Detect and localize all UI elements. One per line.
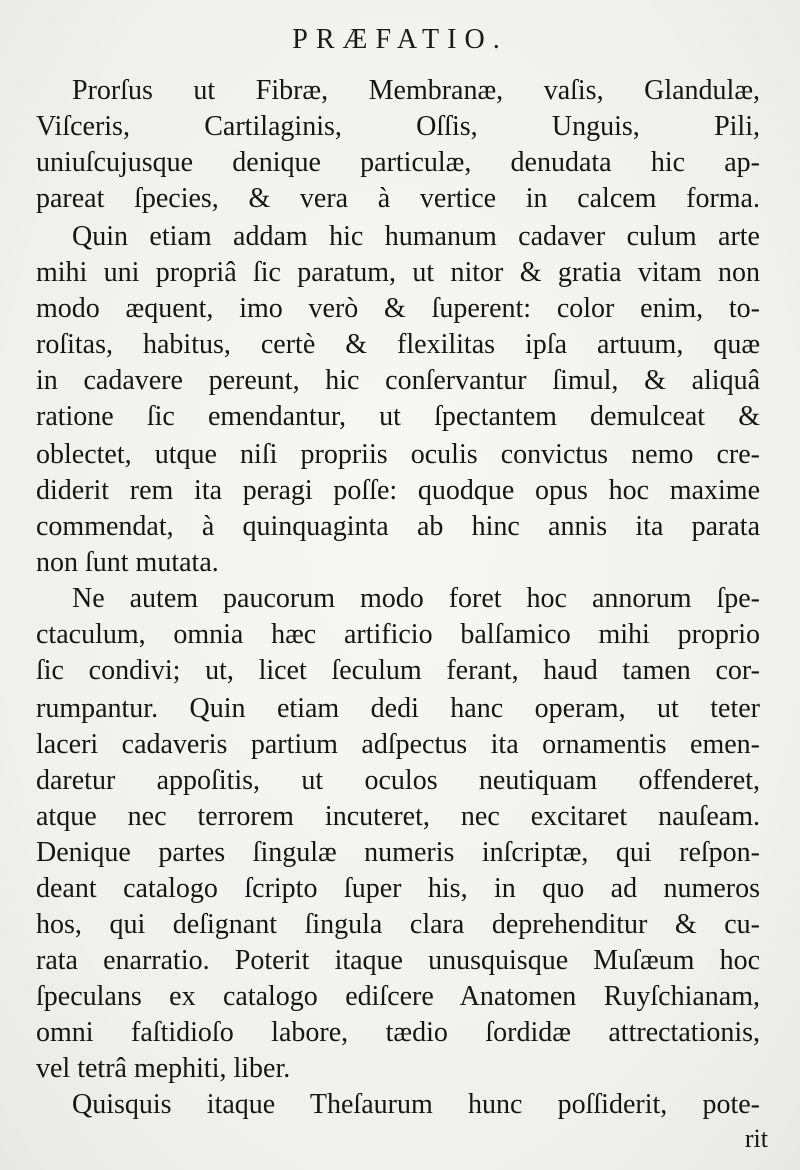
text-line: commendat, à quinquaginta ab hinc annis ita parata bbox=[36, 511, 760, 542]
text-line: omni faſtidioſo labore, tædio ſordidæ attrectationis, bbox=[36, 1017, 760, 1048]
text-line: rumpantur. Quin etiam dedi hanc operam, ut teter bbox=[36, 693, 760, 724]
text-line: modo æquent, imo verò & ſuperent: color enim, to- bbox=[36, 293, 760, 324]
text-line: atque nec terrorem incuteret, nec excitaret nauſeam. bbox=[36, 801, 760, 832]
text-line: ratione ſic emendantur, ut ſpectantem demulceat & bbox=[36, 401, 760, 432]
text-line: mihi uni propriâ ſic paratum, ut nitor & gratia vitam non bbox=[36, 257, 760, 288]
text-line: roſitas, habitus, certè & flexilitas ipſa artuum, quæ bbox=[36, 329, 760, 360]
text-line: Quisquis itaque Theſaurum hunc poſſiderit, pote- bbox=[72, 1089, 760, 1120]
text-line: Prorſus ut Fibræ, Membranæ, vaſis, Glandulæ, bbox=[72, 75, 760, 106]
text-line: Ne autem paucorum modo foret hoc annorum ſpe- bbox=[72, 583, 760, 614]
page-title: PRÆFATIO. bbox=[292, 24, 508, 55]
text-line: pareat ſpecies, & vera à vertice in calcem forma. bbox=[36, 183, 760, 214]
text-line: Quin etiam addam hic humanum cadaver culum arte bbox=[72, 221, 760, 252]
text-line: diderit rem ita peragi poſſe: quodque opus hoc maxime bbox=[36, 475, 760, 506]
text-line: rata enarratio. Poterit itaque unusquisque Muſæum hoc bbox=[36, 945, 760, 976]
text-line: oblectet, utque niſi propriis oculis convictus nemo cre- bbox=[36, 439, 760, 470]
text-line: daretur appoſitis, ut oculos neutiquam offenderet, bbox=[36, 765, 760, 796]
text-line: vel tetrâ mephiti, liber. bbox=[36, 1053, 291, 1084]
text-line: deant catalogo ſcripto ſuper his, in quo ad numeros bbox=[36, 873, 760, 904]
text-line: ſic condivi; ut, licet ſeculum ferant, haud tamen cor- bbox=[36, 655, 760, 686]
text-line: laceri cadaveris partium adſpectus ita ornamentis emen- bbox=[36, 729, 760, 760]
catchword: rit bbox=[744, 1124, 768, 1153]
text-line: Denique partes ſingulæ numeris inſcriptæ, qui reſpon- bbox=[36, 837, 760, 868]
text-line: hos, qui deſignant ſingula clara deprehenditur & cu- bbox=[36, 909, 760, 940]
text-line: ctaculum, omnia hæc artificio balſamico mihi proprio bbox=[36, 619, 760, 650]
text-line: in cadavere pereunt, hic conſervantur ſimul, & aliquâ bbox=[36, 365, 760, 396]
text-line: ſpeculans ex catalogo ediſcere Anatomen Ruyſchianam, bbox=[36, 981, 760, 1012]
text-line: non ſunt mutata. bbox=[36, 547, 219, 578]
text-line: Viſceris, Cartilaginis, Oſſis, Unguis, Pili, bbox=[36, 111, 760, 142]
text-line: uniuſcujusque denique particulæ, denudata hic ap- bbox=[36, 147, 760, 178]
